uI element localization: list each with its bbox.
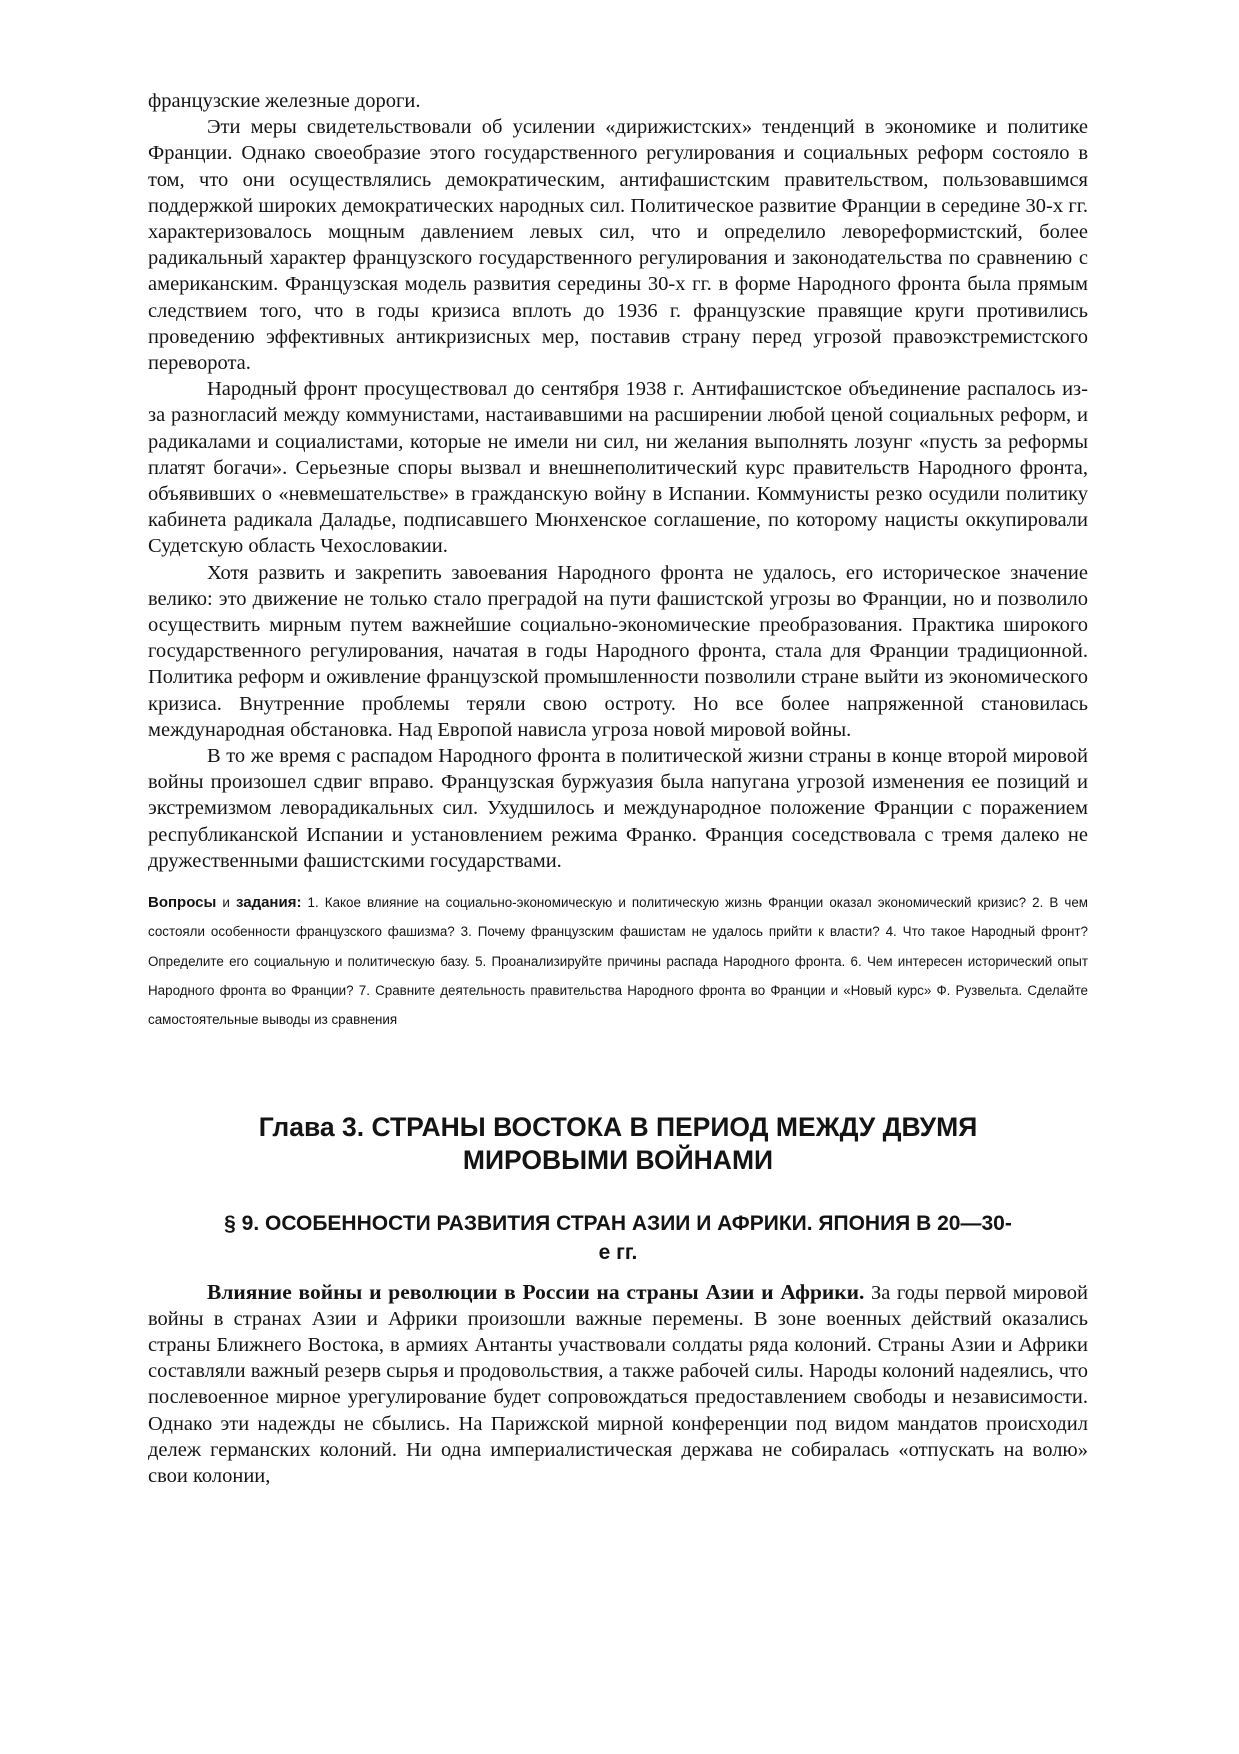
section-title — [148, 1209, 1088, 1267]
document-page — [148, 88, 1088, 1489]
chapter-title — [148, 1111, 1088, 1177]
paragraph-war-influence-text: За годы первой мировой войны в странах Азии и Африки произошли важные перемены. В зоне военных действий оказались страны Ближнего Востока, в армиях Антанты участвовали солдаты ряда колоний. Страны Азии и Африки составляли важный резерв сырья и продовольствия, а также рабочей силы. Народы колоний надеялись, что послевоенное мирное урегулирование будет сопровождаться предоставлением свободы и независимости. Однако эти надежды не сбылись. На Парижской мирной конференции под видом мандатов происходил дележ германских колоний. Ни одна империалистическая держава не собиралась «отпускать на волю» свои колонии, — [148, 1281, 1088, 1487]
run-in-heading: Влияние войны и революции в России на страны Азии и Африки. — [207, 1279, 865, 1304]
paragraph-war-influence — [148, 1279, 1088, 1490]
paragraph-shift-right: В то же время с распадом Народного фронта в политической жизни страны в конце второй мировой войны произошел сдвиг вправо. Французская буржуазия была напугана угрозой изменения ее позиций и экстремизмом леворадикальных сил. Ухудшилось и международное положение Франции с поражением республиканской Испании и установлением режима Франко. Франция соседствовала с тремя далеко не дружественными фашистскими государствами. — [148, 745, 1088, 872]
chapter-title-line-1: Глава 3. СТРАНЫ ВОСТОКА В ПЕРИОД МЕЖДУ ДВУМЯ — [258, 1111, 978, 1142]
questions-text: 1. Какое влияние на социально-экономическую и политическую жизнь Франции оказал экономический кризис? 2. В чем состояли особенности французского фашизма? 3. Почему французским фашистам не удалось прийти к власти? 4. Что такое Народный фронт? Определите его социальную и политическую базу. 5. Проанализируйте причины распада Народного фронта. 6. Чем интересен исторический опыт Народного фронта во Франции? 7. Сравните деятельность правительства Народного фронта во Франции и «Новый курс» Ф. Рузвельта. Сделайте самостоятельные выводы из сравнения — [148, 895, 1089, 1028]
section-title-line-1: § 9. ОСОБЕННОСТИ РАЗВИТИЯ СТРАН АЗИИ И АФРИКИ. ЯПОНИЯ В 20—30- — [224, 1211, 1012, 1235]
paragraph-historical-significance: Хотя развить и закрепить завоевания Народного фронта не удалось, его историческое значение велико: это движение не только стало преградой на пути фашистской угрозы во Франции, но и позволило осуществить мирным путем важнейшие социально-экономические преобразования. Практика широкого государственного регулирования, начатая в годы Народного фронта, стала для Франции традиционной. Политика реформ и оживление французской промышленности позволили стране выйти из экономического кризиса. Внутренние проблемы теряли свою остроту. Но все более напряженной становилась международная обстановка. Над Европой нависла угроза новой мировой войны. — [148, 561, 1088, 741]
section-title-line-2: е гг. — [598, 1240, 638, 1264]
paragraph-continuation: французские железные дороги. — [148, 90, 421, 112]
questions-block — [148, 888, 1088, 1034]
paragraph-popular-front-collapse: Народный фронт просуществовал до сентября 1938 г. Антифашистское объединение распалось из-за разногласий между коммунистами, настаивавшими на расширении любой ценой социальных реформ, и радикалами и социалистами, которые не имели ни сил, ни желания выполнять лозунг «пусть за реформы платят богачи». Серьезные споры вызвал и внешнеполитический курс правительств Народного фронта, объявивших о «невмешательстве» в гражданскую войну в Испании. Коммунисты резко осудили политику кабинета радикала Даладье, подписавшего Мюнхенское соглашение, по которому нацисты оккупировали Судетскую область Чехословакии. — [148, 378, 1088, 558]
chapter-title-line-2: МИРОВЫМИ ВОЙНАМИ — [462, 1144, 774, 1175]
tasks-label: задания: — [235, 894, 302, 912]
paragraph-dirigisme: Эти меры свидетельствовали об усилении «дирижистских» тенденций в экономике и политике Франции. Однако своеобразие этого государственного регулирования и социальных реформ состояло в том, что они осуществлялись демократическим, антифашистским правительством, пользовавшимся поддержкой широких демократических народных сил. Политическое развитие Франции в середине 30-х гг. характеризовалось мощным давлением левых сил, что и определило левореформистский, более радикальный характер французского государственного регулирования и законодательства по сравнению с американским. Французская модель развития середины 30-х гг. в форме Народного фронта была прямым следствием того, что в годы кризиса вплоть до 1936 г. французские правящие круги противились проведению эффективных антикризисных мер, поставив страну перед угрозой правоэкстремистского переворота. — [148, 116, 1088, 375]
questions-label-joiner: и — [216, 895, 236, 911]
questions-label: Вопросы — [148, 894, 217, 912]
